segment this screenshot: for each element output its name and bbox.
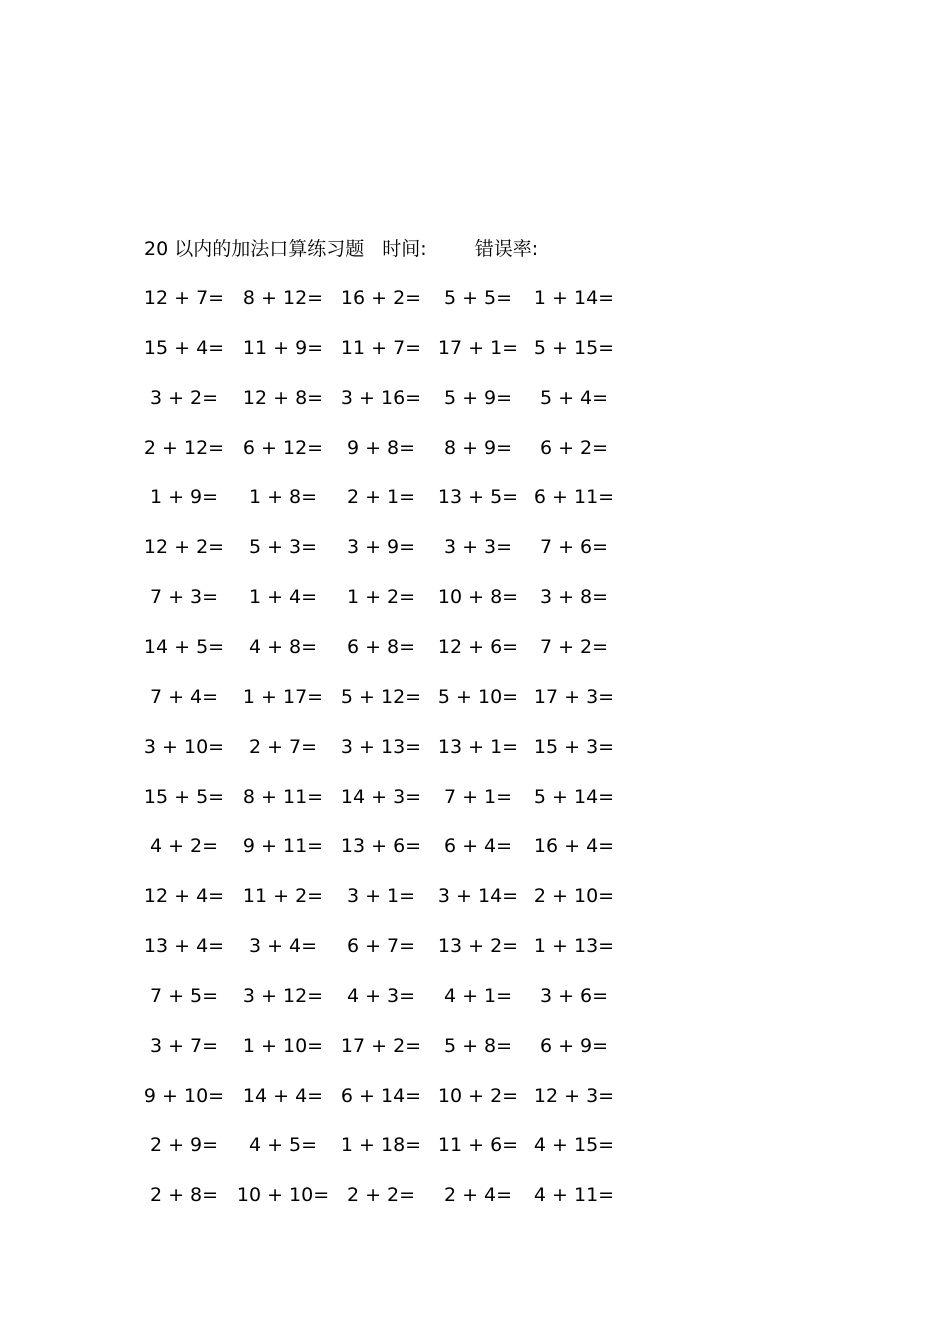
problem-item: 1 + 9= [149, 486, 219, 509]
problem-item: 14 + 4= [242, 1084, 324, 1107]
problem-item: 3 + 6= [539, 984, 609, 1007]
problem-item: 10 + 2= [437, 1084, 519, 1107]
problem-item: 15 + 4= [143, 336, 225, 359]
problem-item: 7 + 4= [149, 685, 219, 708]
problem-item: 6 + 8= [346, 635, 416, 658]
problem-item: 1 + 8= [248, 486, 318, 509]
problem-item: 4 + 11= [533, 1184, 615, 1207]
problem-item: 3 + 16= [340, 386, 422, 409]
time-label: 时间: [382, 238, 427, 260]
problem-item: 7 + 6= [539, 536, 609, 559]
problem-item: 1 + 10= [242, 1034, 324, 1057]
problem-item: 10 + 10= [236, 1184, 330, 1207]
problem-item: 5 + 5= [443, 287, 513, 309]
problem-item: 13 + 5= [437, 486, 519, 509]
problem-item: 5 + 8= [443, 1034, 513, 1057]
problem-item: 7 + 5= [149, 984, 219, 1007]
error-rate-label: 错误率: [474, 238, 539, 260]
problem-item: 4 + 5= [248, 1134, 318, 1157]
problem-item: 4 + 1= [443, 984, 513, 1007]
problem-item: 6 + 2= [539, 436, 609, 459]
problem-item: 4 + 2= [149, 835, 219, 858]
problem-item: 5 + 10= [437, 685, 519, 708]
problem-item: 2 + 12= [143, 436, 225, 459]
problem-item: 5 + 15= [533, 336, 615, 359]
problem-item: 13 + 1= [437, 735, 519, 758]
problem-item: 5 + 9= [443, 386, 513, 409]
problem-item: 16 + 4= [533, 835, 615, 858]
problem-item: 17 + 3= [533, 685, 615, 708]
problem-item: 8 + 11= [242, 785, 324, 808]
problem-item: 6 + 11= [533, 486, 615, 509]
problem-item: 2 + 8= [149, 1184, 219, 1207]
problem-item: 17 + 2= [340, 1034, 422, 1057]
problem-item: 7 + 1= [443, 785, 513, 808]
problem-item: 2 + 9= [149, 1134, 219, 1157]
problem-item: 15 + 5= [143, 785, 225, 808]
problem-item: 13 + 4= [143, 935, 225, 958]
problem-item: 13 + 6= [340, 835, 422, 858]
problem-item: 3 + 14= [437, 885, 519, 908]
problem-item: 14 + 3= [340, 785, 422, 808]
problem-item: 3 + 1= [346, 885, 416, 908]
problem-item: 3 + 8= [539, 586, 609, 609]
problem-item: 1 + 2= [346, 586, 416, 609]
problem-item: 9 + 11= [242, 835, 324, 858]
problem-item: 5 + 12= [340, 685, 422, 708]
problem-item: 13 + 2= [437, 935, 519, 958]
problem-item: 2 + 2= [346, 1184, 416, 1207]
problem-item: 1 + 4= [248, 586, 318, 609]
problem-item: 12 + 8= [242, 386, 324, 409]
problem-item: 7 + 3= [149, 586, 219, 609]
problem-item: 12 + 3= [533, 1084, 615, 1107]
problem-item: 14 + 5= [143, 635, 225, 658]
problem-item: 3 + 10= [143, 735, 225, 758]
problem-item: 9 + 8= [346, 436, 416, 459]
problem-item: 1 + 17= [242, 685, 324, 708]
problem-item: 5 + 3= [248, 536, 318, 559]
problem-item: 4 + 8= [248, 635, 318, 658]
problem-item: 2 + 1= [346, 486, 416, 509]
problem-item: 3 + 7= [149, 1034, 219, 1057]
problem-item: 12 + 4= [143, 885, 225, 908]
worksheet-title: 20 以内的加法口算练习题 [144, 238, 365, 260]
problem-item: 2 + 7= [248, 735, 318, 758]
problem-item: 11 + 9= [242, 336, 324, 359]
problem-item: 3 + 2= [149, 386, 219, 409]
problem-item: 5 + 4= [539, 386, 609, 409]
problem-item: 1 + 14= [533, 287, 615, 309]
problem-item: 10 + 8= [437, 586, 519, 609]
problem-item: 6 + 14= [340, 1084, 422, 1107]
problem-item: 6 + 7= [346, 935, 416, 958]
problem-item: 3 + 9= [346, 536, 416, 559]
problem-item: 4 + 3= [346, 984, 416, 1007]
problem-item: 3 + 12= [242, 984, 324, 1007]
problem-item: 11 + 2= [242, 885, 324, 908]
problem-item: 4 + 15= [533, 1134, 615, 1157]
problem-item: 2 + 4= [443, 1184, 513, 1207]
problem-item: 1 + 18= [340, 1134, 422, 1157]
problem-item: 15 + 3= [533, 735, 615, 758]
problem-item: 6 + 9= [539, 1034, 609, 1057]
problem-item: 3 + 3= [443, 536, 513, 559]
problem-item: 2 + 10= [533, 885, 615, 908]
problem-item: 11 + 6= [437, 1134, 519, 1157]
problem-item: 5 + 14= [533, 785, 615, 808]
problem-item: 3 + 13= [340, 735, 422, 758]
problem-item: 7 + 2= [539, 635, 609, 658]
problem-item: 1 + 13= [533, 935, 615, 958]
problem-item: 12 + 7= [143, 287, 225, 309]
problem-item: 8 + 9= [443, 436, 513, 459]
problem-item: 3 + 4= [248, 935, 318, 958]
problem-item: 12 + 2= [143, 536, 225, 559]
problem-item: 6 + 12= [242, 436, 324, 459]
problem-item: 9 + 10= [143, 1084, 225, 1107]
problem-item: 17 + 1= [437, 336, 519, 359]
problem-item: 16 + 2= [340, 287, 422, 309]
problem-item: 6 + 4= [443, 835, 513, 858]
problem-item: 12 + 6= [437, 635, 519, 658]
problem-item: 8 + 12= [242, 287, 324, 309]
problem-item: 11 + 7= [340, 336, 422, 359]
